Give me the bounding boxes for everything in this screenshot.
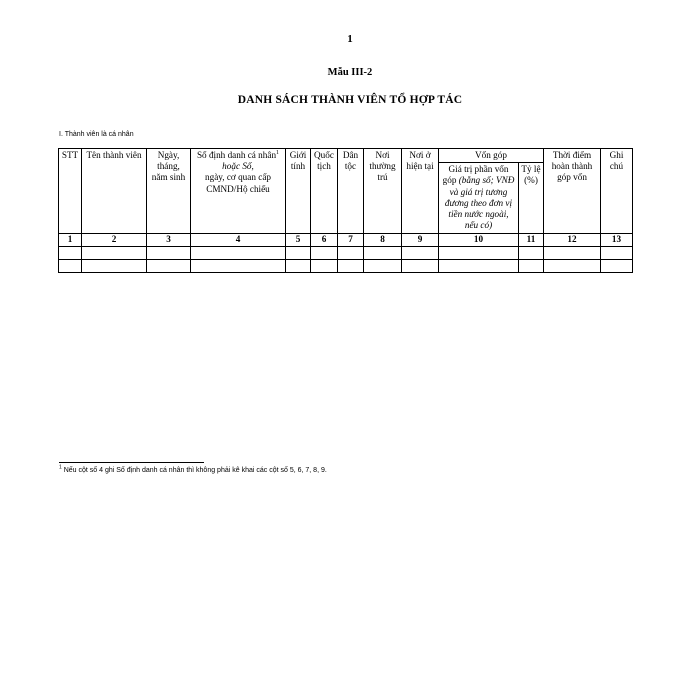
table-cell[interactable] [311, 259, 338, 272]
footnote-number: 1 [59, 464, 62, 471]
header-permanent-residence: Nơi thường trú [364, 149, 402, 234]
table-cell[interactable] [286, 246, 311, 259]
table-cell[interactable] [519, 246, 544, 259]
header-id-main: Số định danh cá nhân [196, 150, 277, 160]
table-cell[interactable] [338, 246, 364, 259]
table-header-row [59, 149, 633, 163]
table-cell[interactable] [147, 259, 191, 272]
table-cell[interactable] [147, 246, 191, 259]
table-cell[interactable] [191, 259, 286, 272]
table-cell[interactable] [59, 259, 82, 272]
column-number: 9 [402, 233, 439, 246]
header-stt: STT [59, 149, 82, 234]
table-cell[interactable] [364, 246, 402, 259]
header-capital-value-plain: Giá trị phần vốn góp [442, 164, 509, 186]
table-cell[interactable] [82, 246, 147, 259]
table-cell[interactable] [439, 259, 519, 272]
table-cell[interactable] [544, 246, 601, 259]
document-title: DANH SÁCH THÀNH VIÊN TỔ HỢP TÁC [237, 94, 463, 106]
header-capital-value-italic: (bằng số; VNĐ và giá trị tương đương theo đơn vị tiền nước ngoài, nếu có) [444, 175, 515, 231]
column-number: 2 [82, 233, 147, 246]
form-code: Mẫu III-2 [327, 67, 373, 78]
members-table [58, 148, 633, 273]
header-capital-ratio: Tỷ lệ (%) [519, 163, 544, 233]
column-number: 5 [286, 233, 311, 246]
column-number: 13 [601, 233, 633, 246]
table-cell[interactable] [311, 246, 338, 259]
table-cell[interactable] [402, 259, 439, 272]
header-capital: Vốn góp [439, 149, 544, 163]
table-cell[interactable] [402, 246, 439, 259]
table-cell[interactable] [191, 246, 286, 259]
table-cell[interactable] [601, 246, 633, 259]
column-number-row [59, 233, 633, 246]
header-dob: Ngày, tháng, năm sinh [147, 149, 191, 234]
header-gender: Giới tính [286, 149, 311, 234]
table-cell[interactable] [286, 259, 311, 272]
header-id-rest: ngày, cơ quan cấp CMND/Hộ chiếu [205, 172, 271, 194]
table-cell[interactable] [59, 246, 82, 259]
header-capital-value [439, 163, 519, 233]
header-name: Tên thành viên [82, 149, 147, 234]
table-cell[interactable] [338, 259, 364, 272]
footnote-divider [59, 462, 204, 463]
footnote-text: Nếu cột số 4 ghi Số định danh cá nhân thì không phải kê khai các cột số 5, 6, 7, 8, 9. [61, 467, 327, 474]
column-number: 3 [147, 233, 191, 246]
table-cell[interactable] [544, 259, 601, 272]
footnote-mark: 1 [276, 149, 280, 156]
table-row [59, 259, 633, 272]
header-current-residence: Nơi ở hiện tại [402, 149, 439, 234]
column-number: 4 [191, 233, 286, 246]
table-cell[interactable] [519, 259, 544, 272]
table-cell[interactable] [439, 246, 519, 259]
column-number: 7 [338, 233, 364, 246]
column-number: 11 [519, 233, 544, 246]
header-nationality: Quốc tịch [311, 149, 338, 234]
column-number: 1 [59, 233, 82, 246]
page-number: 1 [347, 33, 353, 45]
section-heading: I. Thành viên là cá nhân [59, 131, 134, 138]
table-row [59, 246, 633, 259]
table-cell[interactable] [601, 259, 633, 272]
footnote [59, 464, 327, 474]
header-ethnicity: Dân tộc [338, 149, 364, 234]
column-number: 8 [364, 233, 402, 246]
column-number: 10 [439, 233, 519, 246]
table-cell[interactable] [364, 259, 402, 272]
header-notes: Ghi chú [601, 149, 633, 234]
column-number: 6 [311, 233, 338, 246]
column-number: 12 [544, 233, 601, 246]
header-completion-time: Thời điểm hoàn thành góp vốn [544, 149, 601, 234]
header-id-italic: hoặc Số, [222, 161, 254, 172]
header-id [191, 149, 286, 234]
table-cell[interactable] [82, 259, 147, 272]
